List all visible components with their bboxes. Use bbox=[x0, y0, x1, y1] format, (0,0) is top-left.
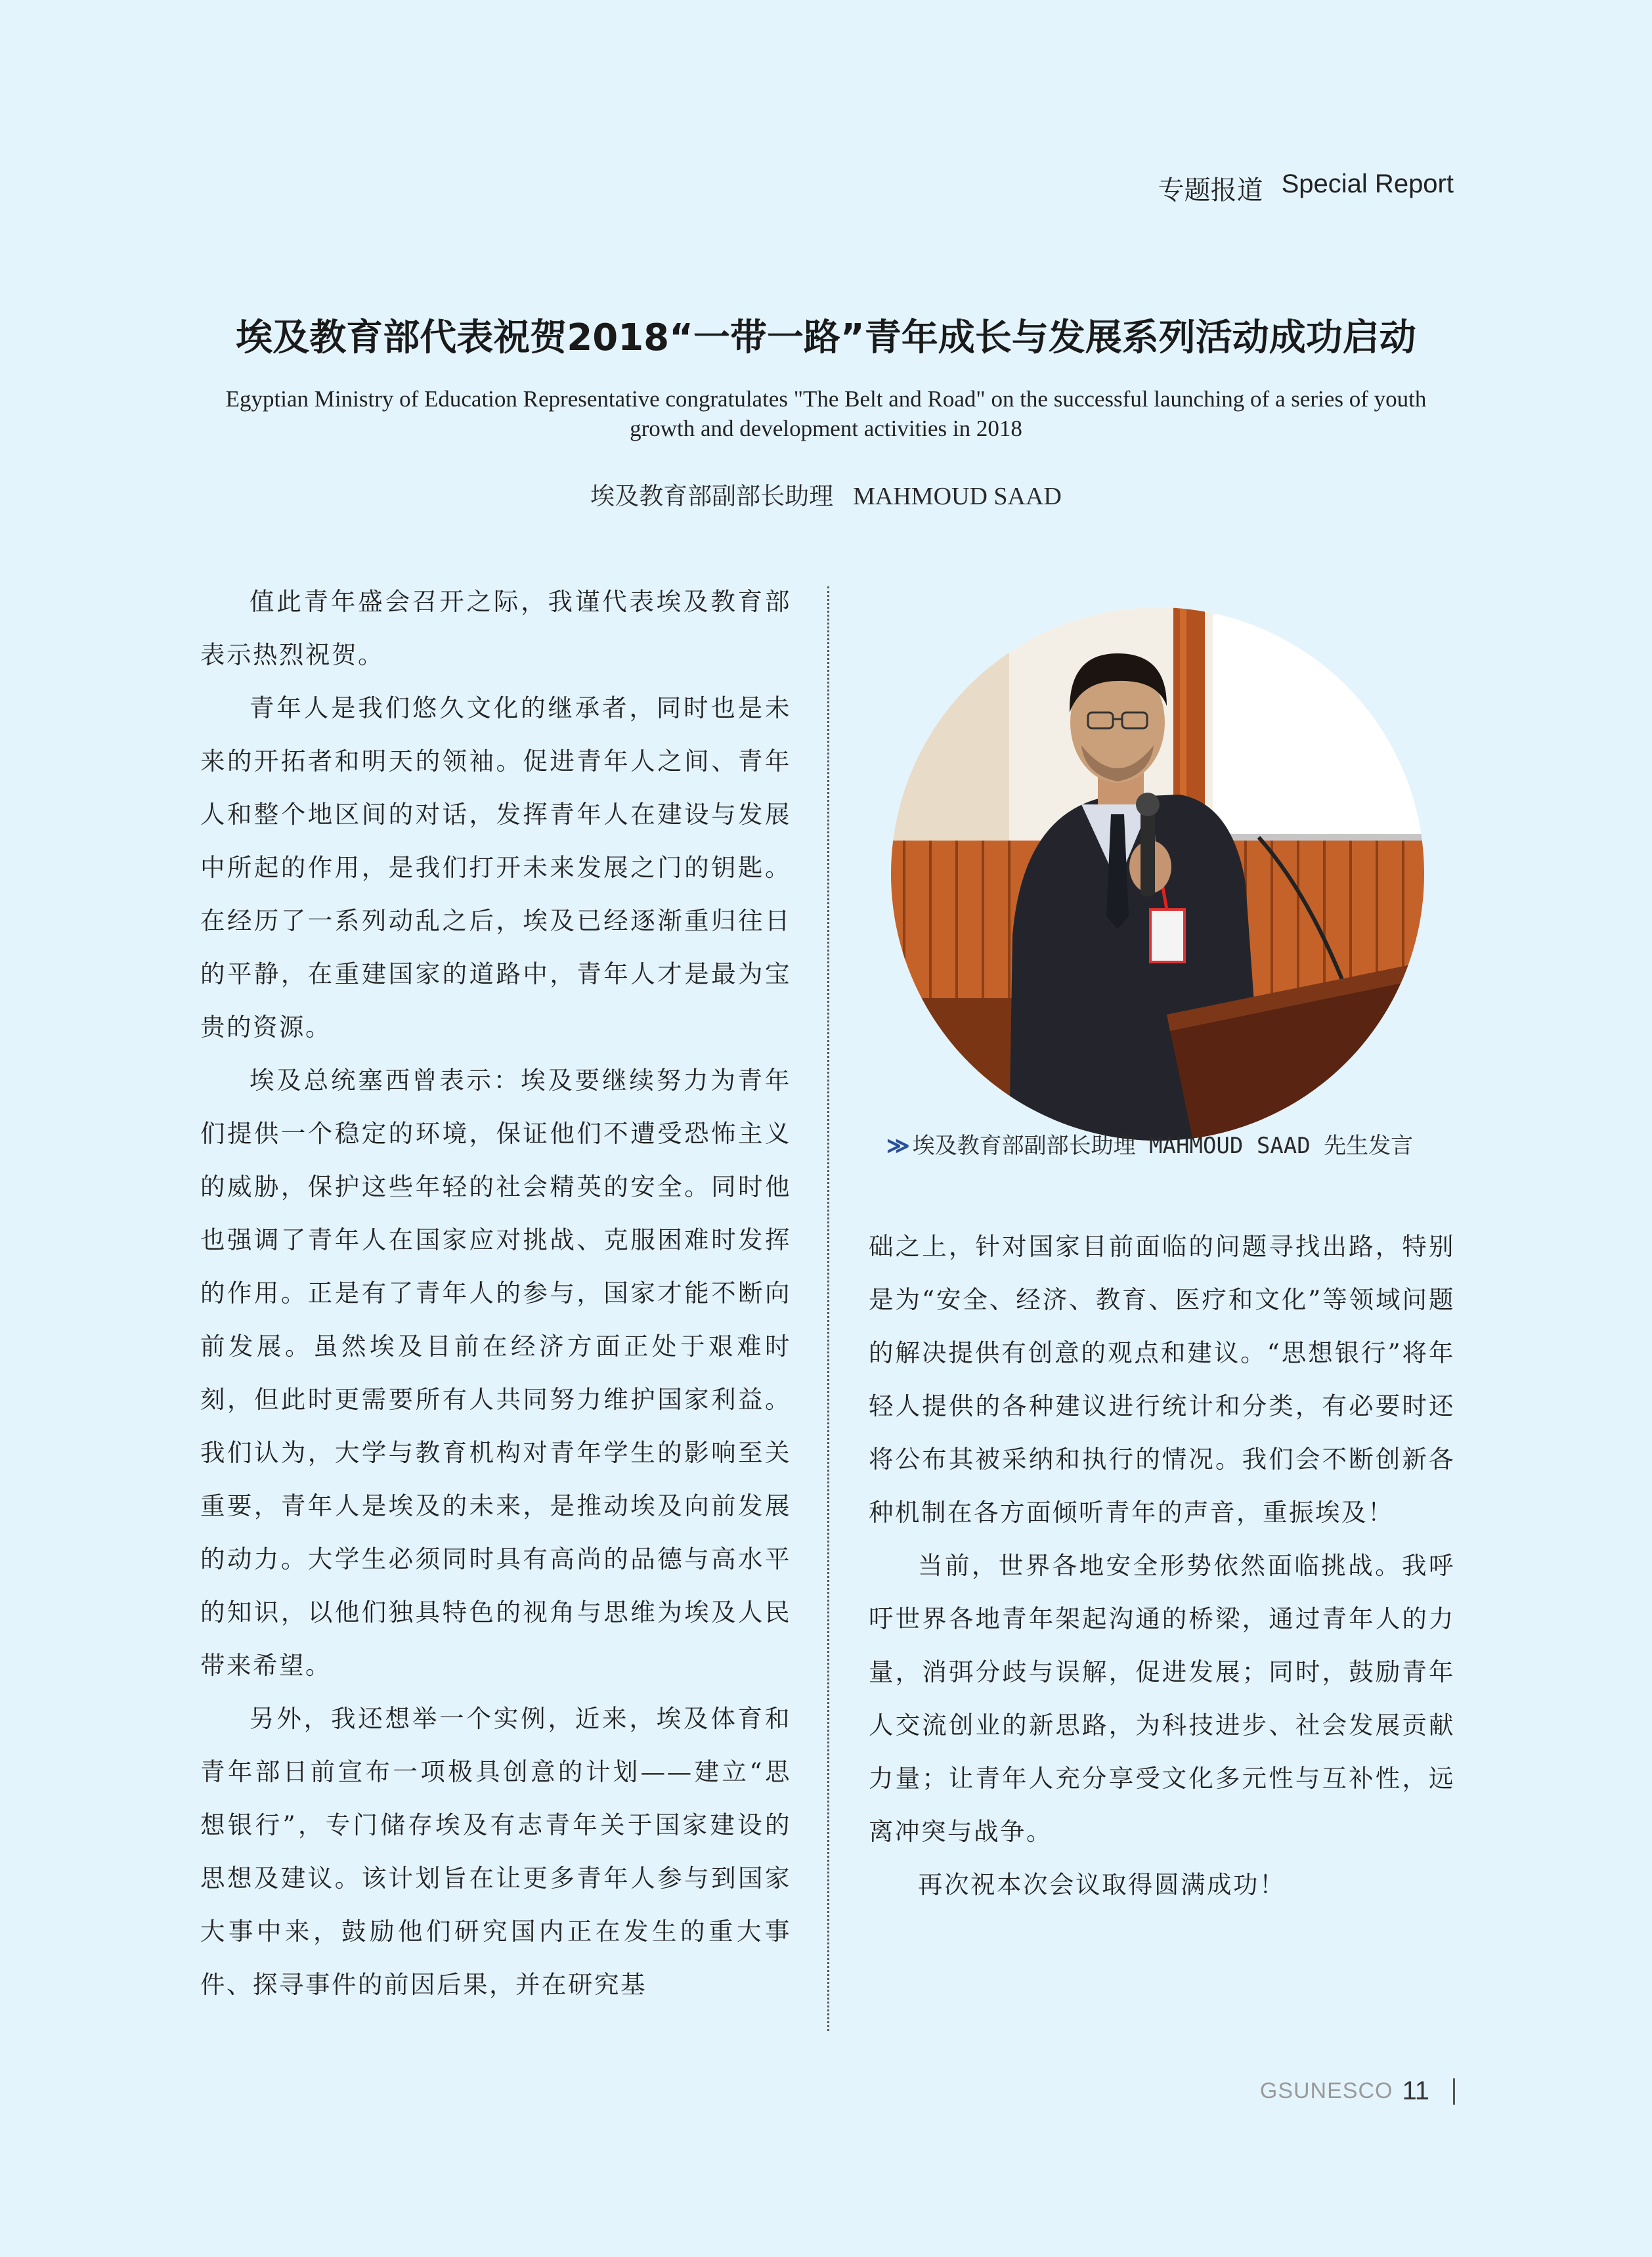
author-title-cn: 埃及教育部副部长助理 bbox=[590, 482, 834, 510]
caption-arrow-icon: ≫ bbox=[886, 1133, 910, 1159]
paragraph: 青年人是我们悠久文化的继承者，同时也是未来的开拓者和明天的领袖。促进青年人之间、青年人和整个地区间的对话，发挥青年人在建设与发展中所起的作用，是我们打开未来发展之门的钥匙。在经历了一系列动乱之后，埃及已经逐渐重归往日的平静，在重建国家的道路中，青年人才是最为宝贵的资源。 bbox=[200, 693, 791, 1041]
left-column bbox=[200, 575, 791, 2011]
column-divider bbox=[827, 586, 829, 2031]
section-tag-cn: 专题报道 bbox=[1158, 175, 1263, 206]
page-footer bbox=[1260, 2076, 1455, 2106]
footer-divider bbox=[1453, 2078, 1455, 2105]
magazine-name: GSUNESCO bbox=[1259, 2078, 1393, 2103]
article-title: 埃及教育部代表祝贺2018“一带一路”青年成长与发展系列活动成功启动 bbox=[236, 317, 1416, 359]
author-byline bbox=[0, 476, 1652, 512]
right-column bbox=[869, 1220, 1455, 1912]
photo-caption bbox=[886, 1128, 1451, 1160]
paragraph: 另外，我还想举一个实例，近来，埃及体育和青年部日前宣布一项极具创意的计划——建立“思想银行”，专门储存埃及有志青年关于国家建设的思想及建议。该计划旨在让更多青年人参与到国家大事中来，鼓励他们研究国内正在发生的重大事件、探寻事件的前因后果，并在研究基 bbox=[200, 1704, 791, 1999]
paragraph: 埃及总统塞西曾表示：埃及要继续努力为青年们提供一个稳定的环境，保证他们不遭受恐怖主义的威胁，保护这些年轻的社会精英的安全。同时他也强调了青年人在国家应对挑战、克服困难时发挥的作用。正是有了青年人的参与，国家才能不断向前发展。虽然埃及目前在经济方面正处于艰难时刻，但此时更需要所有人共同努力维护国家利益。我们认为，大学与教育机构对青年学生的影响至关重要，青年人是埃及的未来，是推动埃及向前发展的动力。大学生必须同时具有高尚的品德与高水平的知识，以他们独具特色的视角与思维为埃及人民带来希望。 bbox=[200, 1066, 791, 1680]
paragraph: 值此青年盛会召开之际，我谨代表埃及教育部表示热烈祝贺。 bbox=[200, 587, 791, 669]
photo-caption-text: 埃及教育部副部长助理 MAHMOUD SAAD 先生发言 bbox=[912, 1133, 1414, 1159]
section-tag-en: Special Report bbox=[1281, 169, 1454, 198]
section-tag bbox=[1158, 169, 1454, 207]
page-number: 11 bbox=[1402, 2076, 1429, 2105]
paragraph: 础之上，针对国家目前面临的问题寻找出路，特别是为“安全、经济、教育、医疗和文化”等领域问题的解决提供有创意的观点和建议。“思想银行”将年轻人提供的各种建议进行统计和分类，有必要时还将公布其被采纳和执行的情况。我们会不断创新各种机制在各方面倾听青年的声音，重振埃及！ bbox=[869, 1232, 1455, 1527]
speaker-photo bbox=[891, 607, 1424, 1141]
article-subtitle-en: Egyptian Ministry of Education Representative congratulates "The Belt and Road" on the successful launching of a series of youth growth and development activities in 2018 bbox=[225, 386, 1427, 441]
paragraph: 当前，世界各地安全形势依然面临挑战。我呼吁世界各地青年架起沟通的桥梁，通过青年人的力量，消弭分歧与误解，促进发展；同时，鼓励青年人交流创业的新思路，为科技进步、社会发展贡献力量；让青年人充分享受文化多元性与互补性，远离冲突与战争。 bbox=[869, 1551, 1455, 1846]
author-name: MAHMOUD SAAD bbox=[853, 483, 1062, 510]
paragraph: 再次祝本次会议取得圆满成功！ bbox=[918, 1870, 1286, 1899]
speaker-photo-illustration bbox=[891, 607, 1424, 1141]
